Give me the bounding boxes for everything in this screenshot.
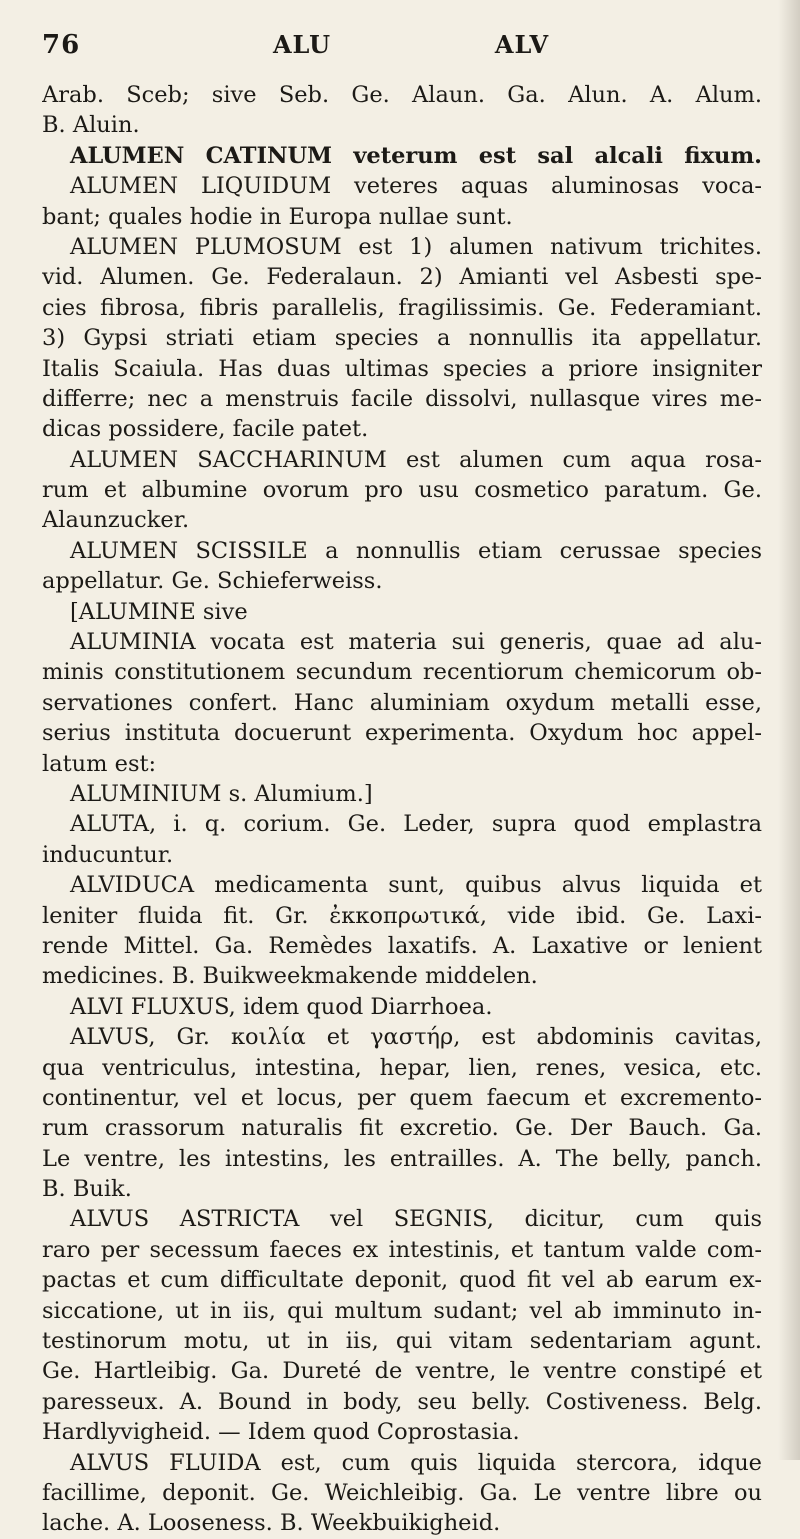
text-line: continentur, vel et locus, per quem faecum et excremento-: [42, 1084, 762, 1111]
text-line: pactas et cum difficultate deponit, quod fit vel ab earum ex-: [42, 1267, 762, 1294]
page-number: 76: [42, 30, 81, 60]
text-line: facillime, deponit. Ge. Weichleibig. Ga. Le ventre libre ou: [42, 1479, 762, 1506]
text-line: lache. A. Looseness. B. Weekbuikigheid.: [42, 1510, 501, 1537]
entry-alvus-astricta: ALVUS ASTRICTA vel SEGNIS, dicitur, cum quis: [70, 1206, 762, 1233]
text-line: rum crassorum naturalis fit excretio. Ge. Der Bauch. Ga.: [42, 1115, 762, 1142]
text-line: Arab. Sceb; sive Seb. Ge. Alaun. Ga. Alun. A. Alum.: [42, 82, 762, 108]
text-line: Italis Scaiula. Has duas ultimas species a priore insigniter: [42, 355, 762, 382]
entry-alumine: [ALUMINE sive: [70, 598, 248, 625]
text-line: testinorum motu, ut in iis, qui vitam sedentariam agunt.: [42, 1328, 762, 1355]
text-line: differre; nec a menstruis facile dissolvi, nullasque vires me-: [42, 385, 762, 412]
entry-alvus-fluida: ALVUS FLUIDA est, cum quis liquida stercora, idque: [70, 1449, 762, 1476]
text-line: leniter fluida fit. Gr. ἐκκοπρωτικά, vide ibid. Ge. Laxi-: [42, 902, 762, 929]
text-line: qua ventriculus, intestina, hepar, lien, renes, vesica, etc.: [42, 1054, 762, 1081]
entry-aluminium: ALUMINIUM s. Alumium.]: [70, 780, 373, 807]
text-line: vid. Alumen. Ge. Federalaun. 2) Amianti vel Asbesti spe-: [42, 264, 762, 291]
text-line: dicas possidere, facile patet.: [42, 416, 369, 443]
entry-alvus: ALVUS, Gr. κοιλία et γαστήρ, est abdominis cavitas,: [70, 1024, 762, 1051]
text-line: medicines. B. Buikweekmakende middelen.: [42, 963, 538, 990]
text-line: cies fibrosa, fibris parallelis, fragilissimis. Ge. Federamiant.: [42, 294, 762, 321]
text-line: inducuntur.: [42, 841, 174, 868]
text-line: Alaunzucker.: [42, 507, 190, 534]
text-line: raro per secessum faeces ex intestinis, et tantum valde com-: [42, 1236, 762, 1263]
text-line: servationes confert. Hanc aluminiam oxydum metalli esse,: [42, 689, 762, 716]
page-header: [42, 30, 762, 64]
text-line: Hardlyvigheid. — Idem quod Coprostasia.: [42, 1419, 520, 1446]
text-line: serius instituta docuerunt experimenta. Oxydum hoc appel-: [42, 720, 762, 747]
page-edge-shadow: [778, 0, 800, 1460]
entry-alumen-catinum: ALUMEN CATINUM veterum est sal alcali fixum.: [70, 142, 762, 169]
entry-aluminia: ALUMINIA vocata est materia sui generis, quae ad alu-: [70, 629, 762, 656]
text-line: siccatione, ut in iis, qui multum sudant; vel ab imminuto in-: [42, 1297, 762, 1324]
text-line: latum est:: [42, 750, 157, 777]
text-line: 3) Gypsi striati etiam species a nonnullis ita appellatur.: [42, 325, 762, 352]
entry-alviduca: ALVIDUCA medicamenta sunt, quibus alvus liquida et: [70, 872, 762, 899]
entry-text: [42, 80, 762, 1539]
left-running-headword: ALU: [272, 30, 332, 59]
text-line: minis constitutionem secundum recentiorum chemicorum ob-: [42, 659, 762, 686]
text-line: Le ventre, les intestins, les entrailles. A. The belly, panch.: [42, 1145, 762, 1172]
entry-alumen-scissile: ALUMEN SCISSILE a nonnullis etiam cerussae species: [70, 537, 762, 564]
text-line: rende Mittel. Ga. Remèdes laxatifs. A. Laxative or lenient: [42, 932, 762, 959]
entry-alumen-plumosum: ALUMEN PLUMOSUM est 1) alumen nativum trichites.: [70, 233, 762, 260]
entry-alumen-saccharinum: ALUMEN SACCHARINUM est alumen cum aqua rosa-: [70, 446, 762, 473]
right-running-headword: ALV: [494, 30, 550, 59]
text-line: B. Buik.: [42, 1176, 132, 1203]
text-line: appellatur. Ge. Schieferweiss.: [42, 568, 383, 595]
entry-aluta: ALUTA, i. q. corium. Ge. Leder, supra quod emplastra: [70, 811, 762, 838]
text-line: paresseux. A. Bound in body, seu belly. Costiveness. Belg.: [42, 1388, 762, 1415]
text-line: Ge. Hartleibig. Ga. Dureté de ventre, le ventre constipé et: [42, 1358, 762, 1385]
entry-alvi-fluxus: ALVI FLUXUS, idem quod Diarrhoea.: [70, 993, 493, 1020]
text-line: B. Aluin.: [42, 112, 140, 139]
text-line: bant; quales hodie in Europa nullae sunt.: [42, 203, 513, 230]
text-line: rum et albumine ovorum pro usu cosmetico paratum. Ge.: [42, 477, 762, 504]
entry-alumen-liquidum: ALUMEN LIQUIDUM veteres aquas aluminosas voca-: [70, 173, 762, 200]
